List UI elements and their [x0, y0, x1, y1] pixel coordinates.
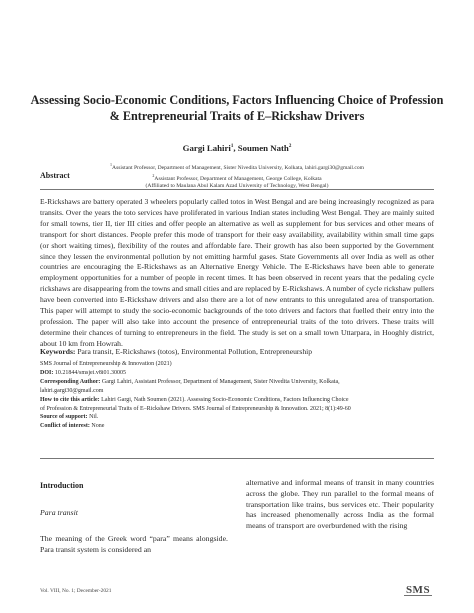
- svg-text:SMS: SMS: [405, 584, 431, 596]
- footer-issue: Vol. VIII, No. 1; December-2021: [40, 588, 112, 594]
- abstract-heading: Abstract: [40, 171, 70, 180]
- section-divider: [40, 189, 434, 190]
- keywords-label: Keywords:: [40, 347, 76, 356]
- body-text-left-column: The meaning of the Greek word “para” means alongside. Para transit system is considered an: [40, 534, 228, 554]
- affiliation-line: $^1$Assistant Professor, Department of Management, Sister Nivedita University, Kolkata, lahiri.gargi30@gmail.com: [110, 162, 364, 171]
- citation-line-2: of Profession & Entrepreneurial Traits of E–Rickshaw Drivers. SMS Journal of Entrepreneurship & Innovation. 2021; 8(1):49-60: [40, 405, 351, 412]
- subsection-heading: Para transit: [40, 508, 78, 517]
- keywords-line: [40, 347, 434, 357]
- author-name: Gargi Lahiri: [182, 143, 231, 153]
- affiliations: [40, 161, 434, 190]
- journal-name: SMS Journal of Entrepreneurship & Innovation (2021): [40, 361, 172, 367]
- author-mark: 2: [288, 144, 292, 150]
- keywords-text: Para transit, E-Rickshaws (totos), Environmental Pollution, Entrepreneurship: [75, 347, 313, 356]
- author-mark: 1: [230, 144, 234, 150]
- article-meta: [40, 360, 434, 431]
- section-divider: [40, 458, 434, 459]
- corresponding-email: lahiri.gargi30@gmail.com: [40, 387, 104, 394]
- doi-line: DOI: 10.21844/smsjei.v8i01.30005: [40, 369, 127, 376]
- abstract-text: E-Rickshaws are battery operated 3 wheelers popularly called totos in West Bengal and are being increasingly recognized as para transits. Over the years the toto services have proliferated in various Indian states including West Bengal. They are mainly suited for small towns, tier II, tier III cities and offer people an alternative as well as supplement for bus services and other means of transport for short distances. People prefer this mode of transport for their easy availability, availability within small time gaps (or short waiting times), flexibility of the routes and affordable fare. Their growth has also been supported by the Government since they lessen the environmental pollution by not emitting harmful gases. State Governments all over India as well as other countries are encouraging the E-Rickshaws as an Alternative Energy Vehicle. The E-Rickshaws have been able to generate employment opportunities for a number of people in recent times. It has been observed in recent years that the pedaling cycle rickshaws are disappearing from the towns and small cities and are replaced by E-Rickshaws. A number of cycle rickshaw pullers have been converted into E-Rickshaw drivers and also there are a lot of new entrants to this unregulated area of transportation. This paper will attempt to study the socio-economic backgrounds of the toto drivers and factors that fuelled their entry into the profession. The paper will also take into account the presence of entrepreneurial traits of the toto drivers. These traits will determine their chances of turning to entrepreneurs in the field. The study is set on a small town Uttarpara, in Hooghly district, about 10 km from Howrah.: [40, 197, 434, 348]
- author-separator: ,: [233, 143, 238, 153]
- citation-line: How to cite this article: Lahiri Gargi, Nath Soumen (2021). Assessing Socio-Economic Conditions, Factors Influencing Choice: [40, 396, 349, 403]
- journal-logo: [401, 582, 435, 598]
- paper-title: Assessing Socio-Economic Conditions, Factors Influencing Choice of Profession & Entrepreneurial Traits of E–Rickshaw Drivers: [30, 93, 444, 123]
- author-line: [40, 143, 434, 153]
- conflict-line: Conflict of interest: None: [40, 423, 105, 430]
- introduction-heading: Introduction: [40, 481, 84, 490]
- affiliation-line: (Affiliated to Maulana Abul Kalam Azad University of Technology, West Bengal): [145, 183, 329, 190]
- author-name: Soumen Nath: [237, 143, 289, 153]
- affiliation-line: $^2$Assistant Professor, Department of Management, George College, Kolkata: [152, 173, 322, 182]
- corresponding-author-line: Corresponding Author: Gargi Lahiri, Assistant Professor, Department of Management, Sister Nivedita University, Kolkata,: [40, 378, 340, 385]
- support-line: Source of support: Nil.: [40, 414, 99, 421]
- body-text-right-column: alternative and informal means of transit in many countries across the globe. They run parallel to the formal means of transportation like trains, bus services etc. Their popularity has increased phenomenally across India as the formal means of transport are overburdened with the rising: [246, 478, 434, 531]
